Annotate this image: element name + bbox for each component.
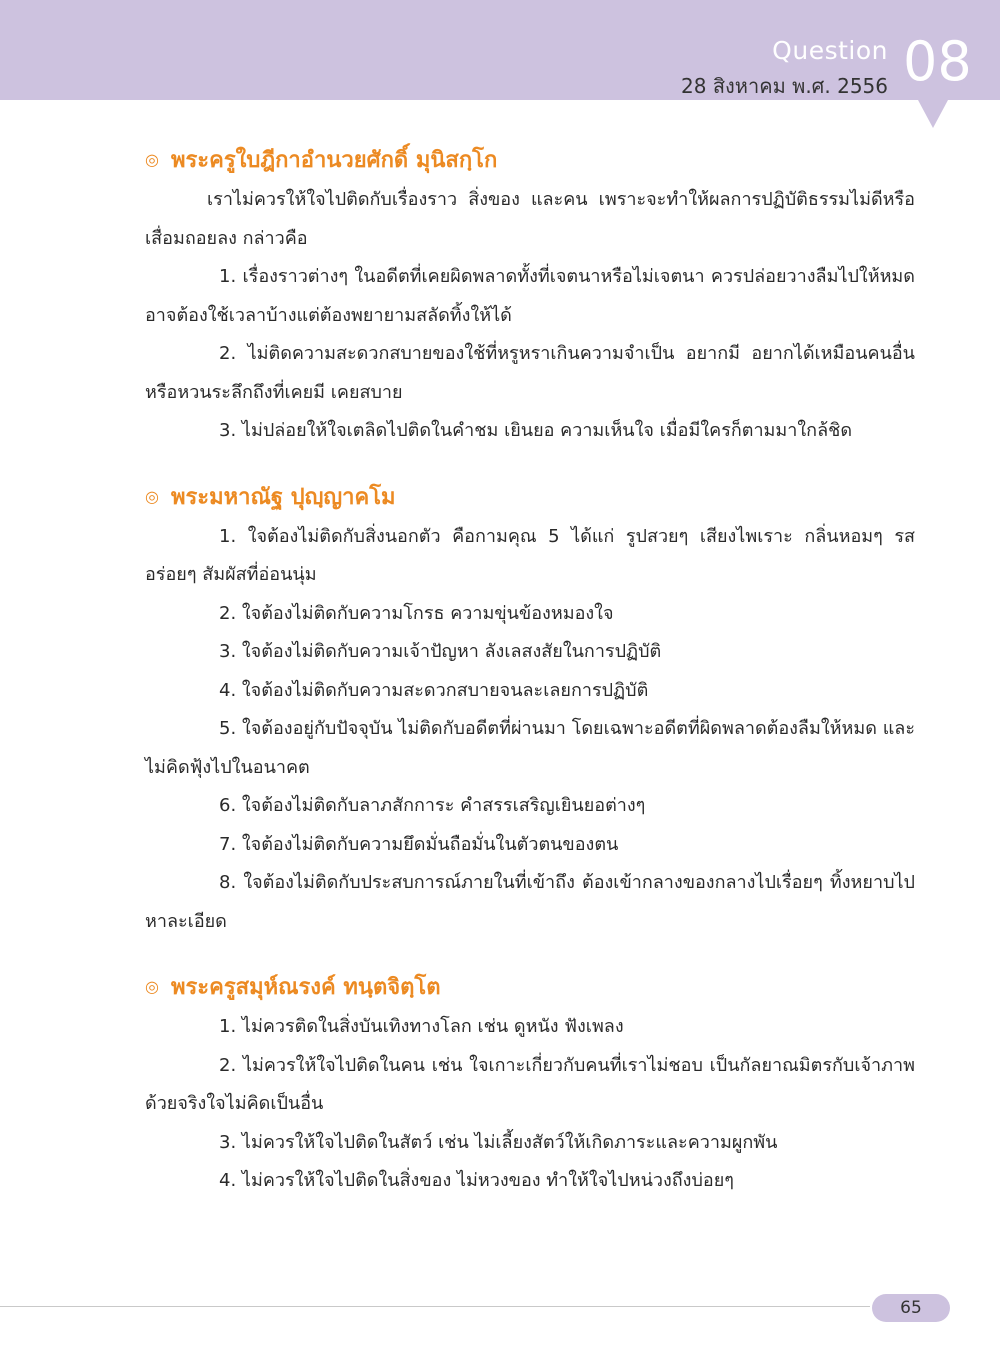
list-item: 3. ไม่ควรให้ใจไปติดในสัตว์ เช่น ไม่เลี้ยงสัตว์ให้เกิดภาระและความผูกพัน [219, 1131, 778, 1153]
list-item: 2. ใจต้องไม่ติดกับความโกรธ ความขุ่นข้องหมองใจ [219, 602, 614, 624]
list-item: 5. ใจต้องอยู่กับปัจจุบัน ไม่ติดกับอดีตที่ผ่านมา โดยเฉพาะอดีตที่ผิดพลาดต้องลืมให้หมด และไม่คิดฟุ้งไปในอนาคต [145, 718, 915, 778]
list-item: 2. ไม่ติดความสะดวกสบายของใช้ที่หรูหราเกินความจำเป็น อยากมี อยากได้เหมือนคนอื่น หรือหวนระลึกถึงที่เคยมี เคยสบาย [145, 343, 915, 403]
bullseye-bullet-icon: ◎ [145, 486, 159, 506]
bullseye-bullet-icon: ◎ [145, 150, 159, 169]
list-item: 3. ใจต้องไม่ติดกับความเจ้าปัญหา ลังเลสงสัยในการปฏิบัติ [219, 641, 662, 662]
section-3 [145, 967, 915, 1201]
page-content [145, 140, 915, 1227]
section-title: พระครูสมุห์ณรงค์ ทนฺตจิตฺโต [170, 975, 441, 1000]
list-item: 1. ใจต้องไม่ติดกับสิ่งนอกตัว คือกามคุณ 5 ได้แก่ รูปสวยๆ เสียงไพเราะ กลิ่นหอมๆ รสอร่อยๆ สัมผัสที่อ่อนนุ่ม [145, 525, 915, 585]
section-2 [145, 477, 915, 942]
list-item: 6. ใจต้องไม่ติดกับลาภสักการะ คำสรรเสริญเยินยอต่างๆ [219, 795, 646, 816]
section-intro: เราไม่ควรให้ใจไปติดกับเรื่องราว สิ่งของ และคน เพราะจะทำให้ผลการปฏิบัติธรรมไม่ดีหรือเสื่อมถอยลง กล่าวคือ [145, 189, 915, 249]
list-item: 4. ไม่ควรให้ใจไปติดในสิ่งของ ไม่หวงของ ทำให้ใจไปหน่วงถึงบ่อยๆ [219, 1170, 734, 1191]
list-item: 7. ใจต้องไม่ติดกับความยึดมั่นถือมั่นในตัวตนของตน [219, 833, 619, 855]
section-heading [145, 140, 915, 181]
section-1 [145, 140, 915, 451]
footer-divider [0, 1306, 870, 1307]
list-item: 2. ไม่ควรให้ใจไปติดในคน เช่น ใจเกาะเกี่ยวกับคนที่เราไม่ชอบ เป็นกัลยาณมิตรกับเจ้าภาพด้วยจริงใจไม่คิดเป็นอื่น [145, 1054, 915, 1114]
question-number: 08 [903, 30, 972, 93]
question-label: Question [772, 36, 888, 65]
header-pointer-icon [918, 100, 948, 128]
section-title: พระครูใบฎีกาอำนวยศักดิ์ มุนิสกฺโก [170, 148, 498, 173]
list-item: 3. ไม่ปล่อยให้ใจเตลิดไปติดในคำชม เยินยอ ความเห็นใจ เมื่อมีใครก็ตามมาใกล้ชิด [219, 420, 853, 441]
list-item: 1. ไม่ควรติดในสิ่งบันเทิงทางโลก เช่น ดูหนัง ฟังเพลง [219, 1016, 624, 1037]
bullseye-bullet-icon: ◎ [145, 977, 159, 996]
section-heading [145, 477, 915, 518]
list-item: 4. ใจต้องไม่ติดกับความสะดวกสบายจนละเลยการปฏิบัติ [219, 679, 649, 701]
page-number: 65 [872, 1294, 950, 1322]
list-item: 1. เรื่องราวต่างๆ ในอดีตที่เคยผิดพลาดทั้งที่เจตนาหรือไม่เจตนา ควรปล่อยวางลืมไปให้หมด อาจต้องใช้เวลาบ้างแต่ต้องพยายามสลัดทิ้งให้ได้ [145, 266, 915, 326]
section-heading [145, 967, 915, 1008]
section-title: พระมหาณัฐ ปุญฺญาคโม [170, 484, 396, 510]
list-item: 8. ใจต้องไม่ติดกับประสบการณ์ภายในที่เข้าถึง ต้องเข้ากลางของกลางไปเรื่อยๆ ทิ้งหยาบไปหาละเอียด [145, 872, 915, 932]
question-date: 28 สิงหาคม พ.ศ. 2556 [681, 74, 888, 98]
